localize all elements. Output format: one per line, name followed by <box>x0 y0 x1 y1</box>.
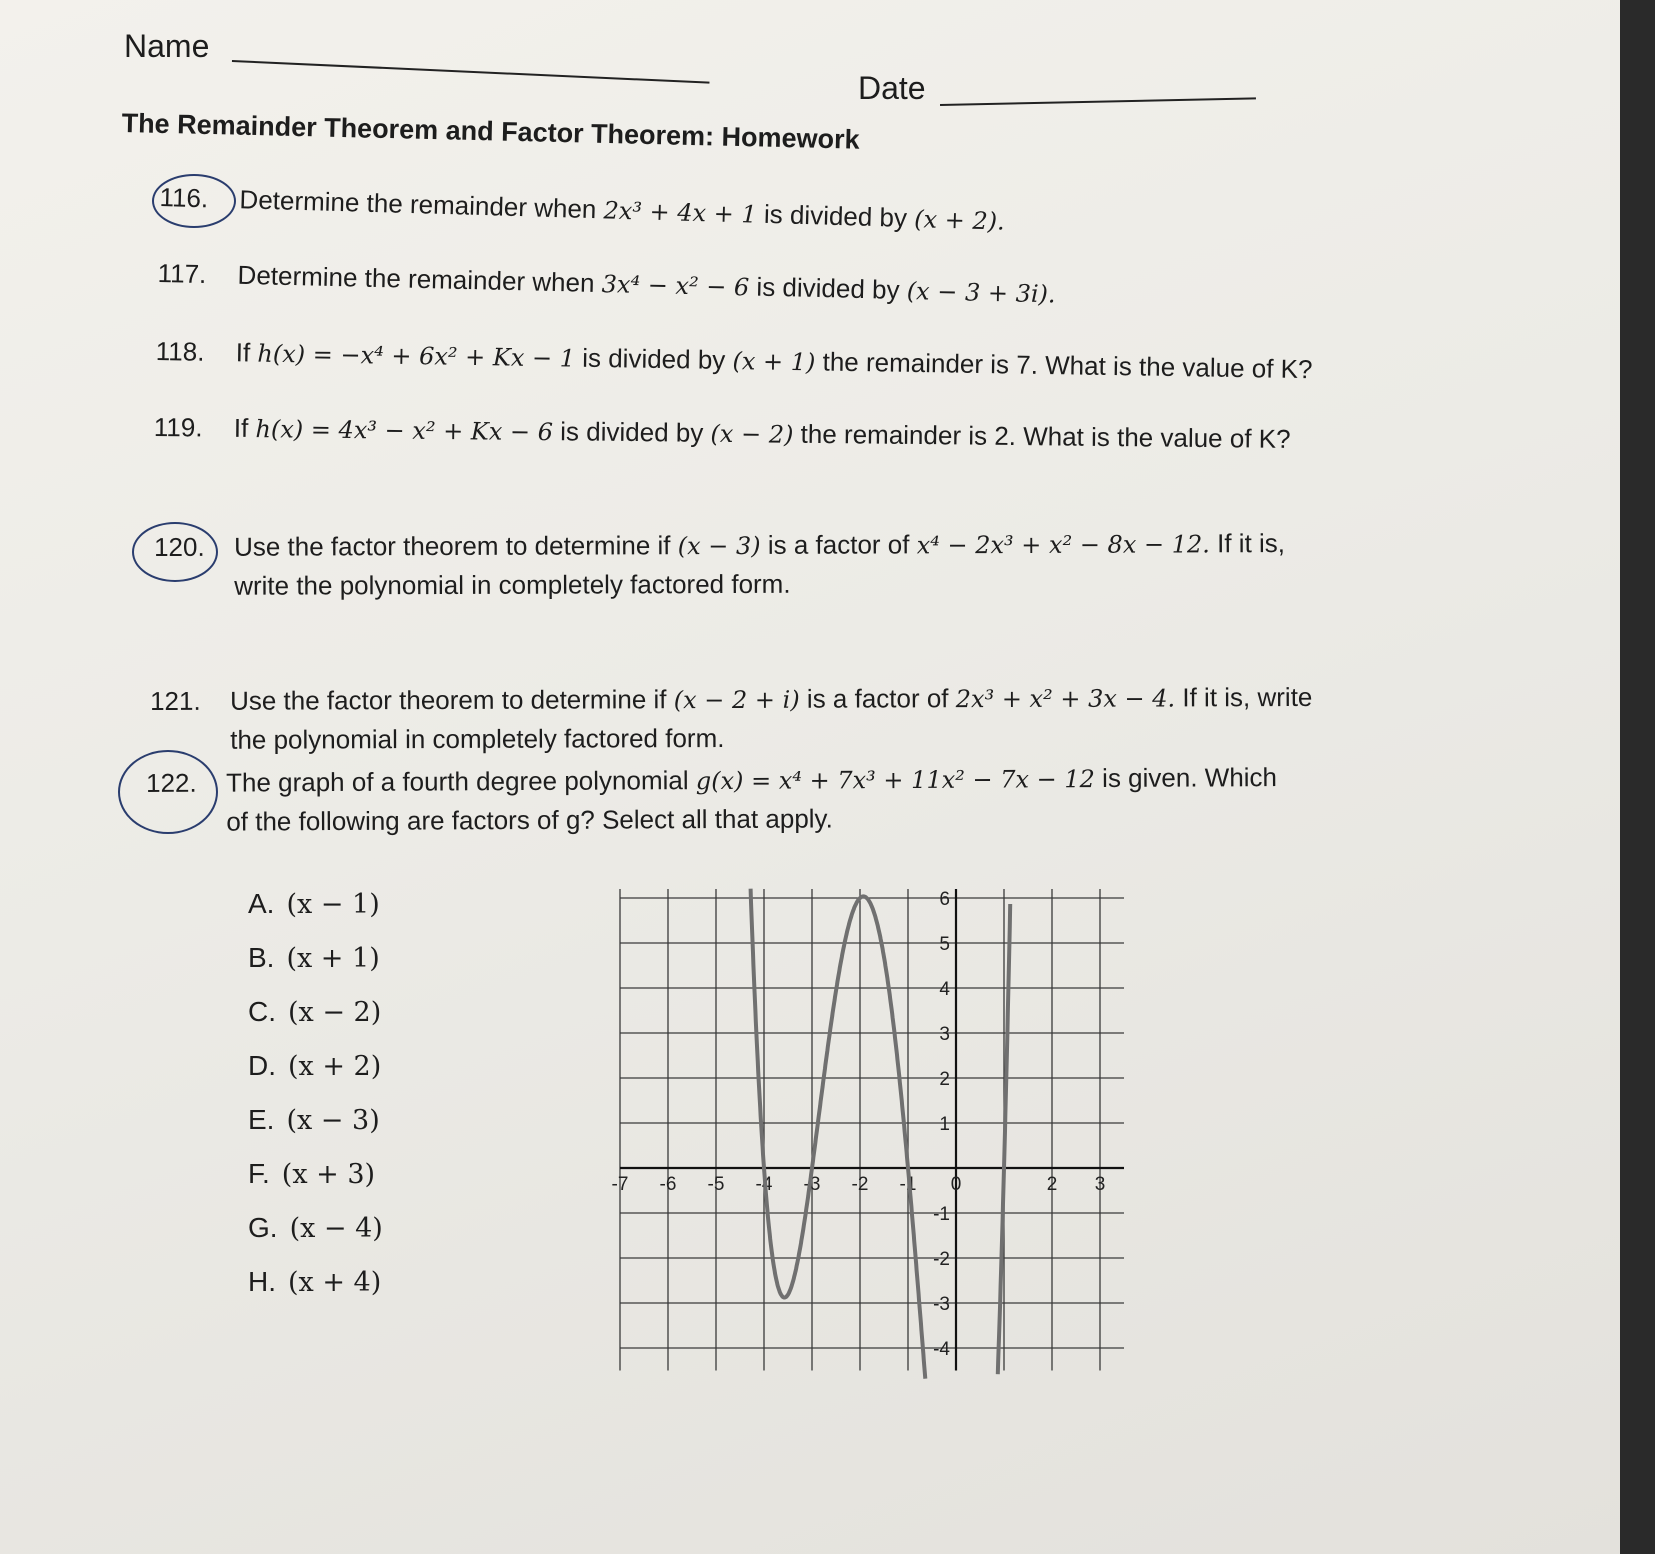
y-tick-label: -1 <box>933 1204 950 1225</box>
problem-120 <box>154 528 1285 602</box>
problem-text: Determine the remainder when <box>239 184 605 225</box>
choice-e[interactable] <box>248 1104 383 1158</box>
x-tick-label: -5 <box>707 1174 725 1195</box>
y-tick-label: 2 <box>939 1069 950 1090</box>
choice-expression: (x − 1) <box>286 889 380 920</box>
choice-letter: A. <box>248 888 275 919</box>
problem-text: is divided by <box>574 342 733 376</box>
problem-text-line2: the polynomial in completely factored form. <box>230 722 725 755</box>
problem-text: is divided by <box>756 198 915 234</box>
problem-math: (x − 3) <box>677 531 761 561</box>
problem-math: 2x³ + x² + 3x − 4. <box>955 684 1176 714</box>
choice-g[interactable] <box>248 1212 383 1266</box>
x-tick-label: 2 <box>1046 1174 1058 1195</box>
choice-h[interactable] <box>248 1266 383 1320</box>
problem-122 <box>146 762 1277 838</box>
problem-math: h(x) = 4x³ − x² + Kx − 6 <box>255 415 554 447</box>
x-tick-label: -7 <box>611 1174 629 1195</box>
problem-math: (x − 3 + 3i). <box>906 276 1056 309</box>
x-tick-label: -1 <box>899 1174 917 1195</box>
x-tick-label: -2 <box>851 1174 869 1195</box>
problem-text: If it is, <box>1209 528 1286 559</box>
choice-f[interactable] <box>248 1158 383 1212</box>
problem-text: Use the factor theorem to determine if <box>233 530 678 562</box>
polynomial-curve <box>751 889 1011 1379</box>
name-label: Name <box>124 28 210 64</box>
choice-letter: E. <box>248 1104 275 1135</box>
problem-text-line2: of the following are factors of g? Select all that apply. <box>226 803 833 837</box>
choice-b[interactable] <box>248 942 383 996</box>
problem-text: The graph of a fourth degree polynomial <box>225 765 696 798</box>
page-edge <box>1620 0 1655 1554</box>
y-tick-label: 4 <box>939 979 950 1000</box>
problem-math: (x − 2 + i) <box>673 685 800 715</box>
y-tick-label: -2 <box>933 1249 950 1270</box>
x-tick-label: -6 <box>659 1174 677 1195</box>
choice-expression: (x − 3) <box>286 1105 380 1136</box>
y-tick-label: -4 <box>933 1339 950 1360</box>
problem-text: If <box>233 412 256 444</box>
choice-expression: (x + 2) <box>288 1051 382 1082</box>
problem-number: 118. <box>155 336 205 367</box>
hand-drawn-circle <box>152 174 236 228</box>
problem-116 <box>159 182 1005 237</box>
problem-118 <box>156 336 1313 385</box>
problem-text: Use the factor theorem to determine if <box>229 684 674 716</box>
name-line <box>232 60 710 84</box>
choice-expression: (x + 4) <box>288 1267 382 1298</box>
choice-letter: C. <box>248 996 276 1027</box>
x-tick-label: 3 <box>1094 1174 1106 1195</box>
choice-c[interactable] <box>248 996 383 1050</box>
problem-number: 121. <box>150 685 201 716</box>
y-tick-label: 1 <box>939 1114 950 1135</box>
problem-121 <box>150 682 1313 756</box>
problem-number: 116. <box>159 182 209 214</box>
problem-text: is a factor of <box>799 683 956 714</box>
problem-text-line2: write the polynomial in completely factored form. <box>234 568 791 601</box>
choice-expression: (x − 4) <box>289 1213 383 1244</box>
choice-letter: H. <box>248 1266 276 1297</box>
problem-number: 120. <box>154 531 205 562</box>
problem-text: is a factor of <box>760 529 917 560</box>
y-tick-label: -3 <box>933 1294 950 1315</box>
hand-drawn-circle <box>132 522 218 582</box>
problem-math: (x + 2). <box>913 205 1006 236</box>
problem-text: the remainder is 2. What is the value of K? <box>793 418 1291 454</box>
choice-expression: (x − 2) <box>288 997 382 1028</box>
problem-math: (x − 2) <box>710 419 794 449</box>
x-tick-label: 0 <box>950 1174 962 1195</box>
hand-drawn-circle <box>118 750 218 834</box>
problem-math: 2x³ + 4x + 1 <box>603 196 758 229</box>
choice-letter: G. <box>248 1212 278 1243</box>
problem-math: 3x⁴ − x² − 6 <box>601 270 750 302</box>
choice-d[interactable] <box>248 1050 383 1104</box>
problem-text: is given. Which <box>1094 762 1278 794</box>
problem-text: If <box>235 337 258 368</box>
problem-number: 122. <box>146 767 197 798</box>
problem-math: (x + 1) <box>732 347 816 377</box>
choice-letter: F. <box>248 1158 270 1189</box>
choice-expression: (x + 3) <box>281 1159 376 1190</box>
y-tick-label: 3 <box>939 1024 950 1045</box>
y-tick-label: 5 <box>939 934 950 955</box>
polynomial-graph <box>611 864 1168 1384</box>
problem-119 <box>154 412 1291 455</box>
problem-text: Determine the remainder when <box>237 259 603 299</box>
date-line <box>940 97 1256 106</box>
choice-letter: B. <box>248 942 275 973</box>
choice-expression: (x + 1) <box>286 943 380 974</box>
problem-number: 117. <box>157 258 207 290</box>
problem-117 <box>157 258 1056 309</box>
problem-text: is divided by <box>748 271 908 305</box>
problem-math: g(x) = x⁴ + 7x³ + 11x² − 7x − 12 <box>695 765 1095 796</box>
problem-math: h(x) = −x⁴ + 6x² + Kx − 1 <box>257 339 576 373</box>
problem-math: x⁴ − 2x³ + x² − 8x − 12. <box>916 530 1210 560</box>
problem-number: 119. <box>153 412 203 443</box>
worksheet-title: The Remainder Theorem and Factor Theorem: Homework <box>121 108 860 155</box>
problem-text: is divided by <box>552 416 711 448</box>
problem-text: If it is, write <box>1175 681 1313 713</box>
y-tick-label: 6 <box>939 889 950 910</box>
choice-letter: D. <box>248 1050 276 1081</box>
date-label: Date <box>858 70 926 106</box>
choice-a[interactable] <box>248 888 383 942</box>
x-tick-label: -3 <box>803 1174 821 1195</box>
x-tick-label: -4 <box>755 1174 773 1195</box>
problem-text: the remainder is 7. What is the value of K? <box>815 346 1313 385</box>
answer-choices <box>248 888 383 1320</box>
